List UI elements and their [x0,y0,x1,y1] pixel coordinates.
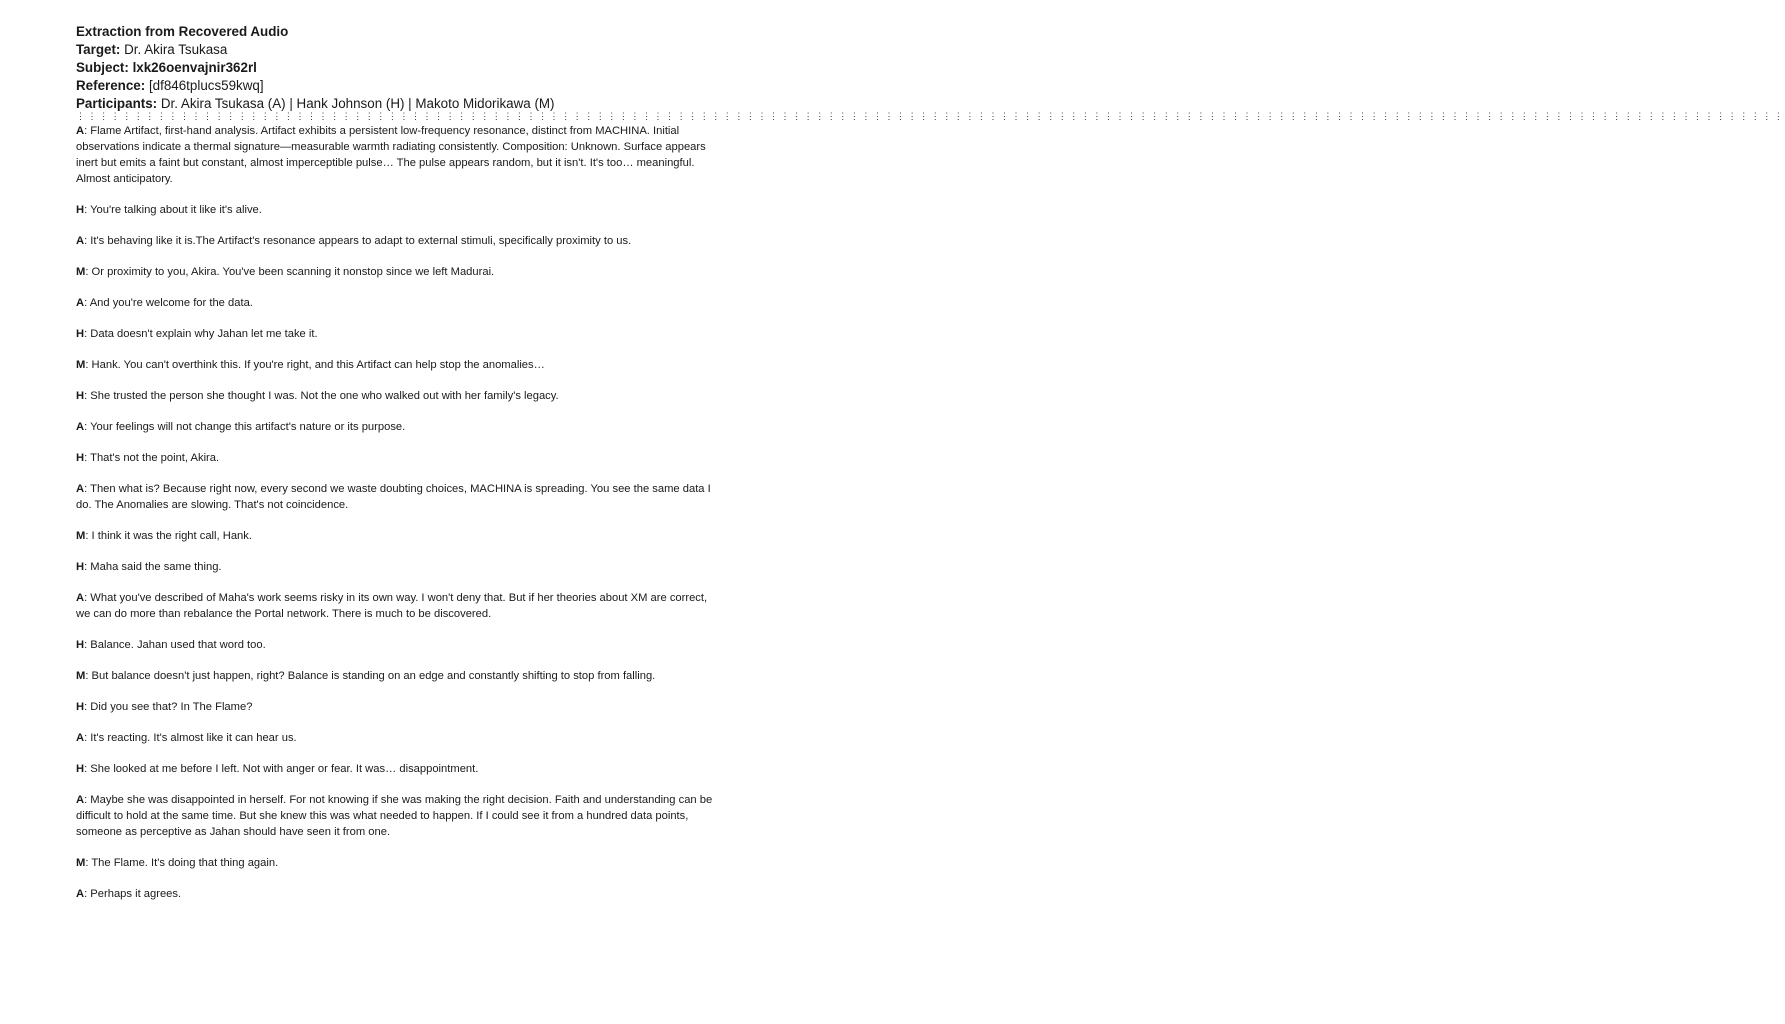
reference-label: Reference: [76,78,146,93]
utterance-text: : What you've described of Maha's work seems risky in its own way. I won't deny that. But if her theories about XM are correct, we can do more than rebalance the Portal network. There is much to be discovered. [76,592,708,620]
speaker-tag: A [76,125,85,137]
transcript-line [76,264,716,280]
utterance-text: : It's behaving like it is.The Artifact's resonance appears to adapt to external stimuli, specifically proximity to us. [84,235,632,247]
speaker-tag: H [76,328,85,340]
utterance-text: : Then what is? Because right now, every second we waste doubting choices, MACHINA is spreading. You see the same data I do. The Anomalies are slowing. That's not coincidence. [76,483,711,511]
transcript-line [76,528,716,544]
speaker-tag: M [76,359,86,371]
speaker-tag: H [76,561,85,573]
utterance-text: : And you're welcome for the data. [84,297,253,309]
transcript-line [76,481,716,513]
transcript-line [76,233,716,249]
speaker-tag: H [76,204,85,216]
participants-label: Participants: [76,96,158,111]
speaker-tag: H [76,390,85,402]
document-page [76,23,1785,917]
transcript-line [76,326,716,342]
participants-line [76,95,716,113]
transcript-line [76,590,716,622]
utterance-text: : Flame Artifact, first-hand analysis. Artifact exhibits a persistent low-frequency resonance, distinct from MACHINA. Initial observations indicate a thermal signature—measurable warmth radiating consistently. Composition: Unknown. Surface appears inert but emits a faint but constant, almost imperceptible pulse… The pulse appears random, but it isn't. It's too… meaningful. Almost anticipatory. [76,125,706,185]
speaker-tag: A [76,888,85,900]
speaker-tag: M [76,857,86,869]
utterance-text: : Your feelings will not change this artifact's nature or its purpose. [84,421,406,433]
utterance-text: : You're talking about it like it's alive. [84,204,262,216]
utterance-text: : Or proximity to you, Akira. You've been scanning it nonstop since we left Madurai. [85,266,495,278]
utterance-text: : Hank. You can't overthink this. If you're right, and this Artifact can help stop the anomalies… [85,359,545,371]
target-label: Target: [76,42,121,57]
transcript-line [76,668,716,684]
transcript-line [76,559,716,575]
target-line [76,41,716,59]
transcript-line [76,637,716,653]
utterance-text: : I think it was the right call, Hank. [85,530,252,542]
subject-value: lxk26oenvajnir362rl [132,60,257,75]
document-title: Extraction from Recovered Audio [76,24,289,39]
speaker-tag: A [76,732,85,744]
speaker-tag: A [76,421,85,433]
reference-value: [df846tplucs59kwq] [148,78,264,93]
transcript-line [76,792,716,840]
transcript-line [76,730,716,746]
transcript-line [76,855,716,871]
utterance-text: : Maybe she was disappointed in herself. For not knowing if she was making the right decision. Faith and understanding can be difficult to hold at the same time. But she knew this was what needed to happen. If I could see it from a hundred data points, someone as perceptive as Jahan should have seen it from one. [76,794,713,838]
utterance-text: : Maha said the same thing. [84,561,222,573]
speaker-tag: H [76,452,85,464]
speaker-tag: A [76,794,85,806]
transcript-line [76,761,716,777]
reference-line [76,77,716,95]
speaker-tag: H [76,701,85,713]
participants-value: Dr. Akira Tsukasa (A) | Hank Johnson (H) | Makoto Midorikawa (M) [160,96,555,111]
transcript-line [76,202,716,218]
target-value: Dr. Akira Tsukasa [124,42,228,57]
utterance-text: : It's reacting. It's almost like it can hear us. [84,732,297,744]
subject-line [76,59,716,77]
dotted-divider: ⋮⋮⋮⋮⋮⋮⋮⋮⋮⋮⋮⋮⋮⋮⋮⋮⋮⋮⋮⋮⋮⋮⋮⋮⋮⋮⋮⋮⋮⋮⋮⋮⋮⋮⋮⋮⋮⋮⋮⋮⋮⋮⋮⋮⋮⋮⋮⋮⋮⋮⋮⋮⋮⋮⋮⋮⋮⋮⋮⋮⋮⋮⋮⋮⋮⋮⋮⋮⋮⋮⋮⋮⋮⋮⋮⋮⋮⋮⋮⋮⋮⋮⋮⋮⋮⋮⋮⋮⋮⋮⋮⋮⋮⋮⋮⋮⋮⋮⋮⋮⋮⋮⋮⋮⋮⋮⋮⋮⋮⋮⋮⋮⋮⋮⋮⋮⋮⋮⋮⋮⋮⋮⋮⋮⋮⋮⋮⋮⋮⋮⋮⋮⋮⋮⋮⋮⋮⋮⋮⋮⋮⋮⋮⋮⋮⋮⋮⋮ [76,112,1785,122]
utterance-text: : Perhaps it agrees. [84,888,182,900]
utterance-text: : Balance. Jahan used that word too. [84,639,266,651]
speaker-tag: H [76,763,85,775]
speaker-tag: A [76,592,85,604]
transcript-line [76,886,716,902]
utterance-text: : She trusted the person she thought I was. Not the one who walked out with her family's legacy. [84,390,559,402]
transcript-line [76,699,716,715]
speaker-tag: H [76,639,85,651]
speaker-tag: M [76,530,86,542]
transcript-line [76,450,716,466]
subject-label: Subject: [76,60,129,75]
speaker-tag: M [76,266,86,278]
utterance-text: : That's not the point, Akira. [84,452,220,464]
utterance-text: : But balance doesn't just happen, right? Balance is standing on an edge and constantly shifting to stop from falling. [85,670,656,682]
transcript-line [76,357,716,373]
speaker-tag: A [76,483,85,495]
transcript [76,123,716,902]
utterance-text: : Data doesn't explain why Jahan let me take it. [84,328,318,340]
utterance-text: : The Flame. It's doing that thing again. [85,857,279,869]
speaker-tag: A [76,297,85,309]
transcript-line [76,388,716,404]
utterance-text: : She looked at me before I left. Not with anger or fear. It was… disappointment. [84,763,479,775]
speaker-tag: M [76,670,86,682]
transcript-line [76,419,716,435]
transcript-line [76,123,716,187]
speaker-tag: A [76,235,85,247]
utterance-text: : Did you see that? In The Flame? [84,701,253,713]
transcript-line [76,295,716,311]
